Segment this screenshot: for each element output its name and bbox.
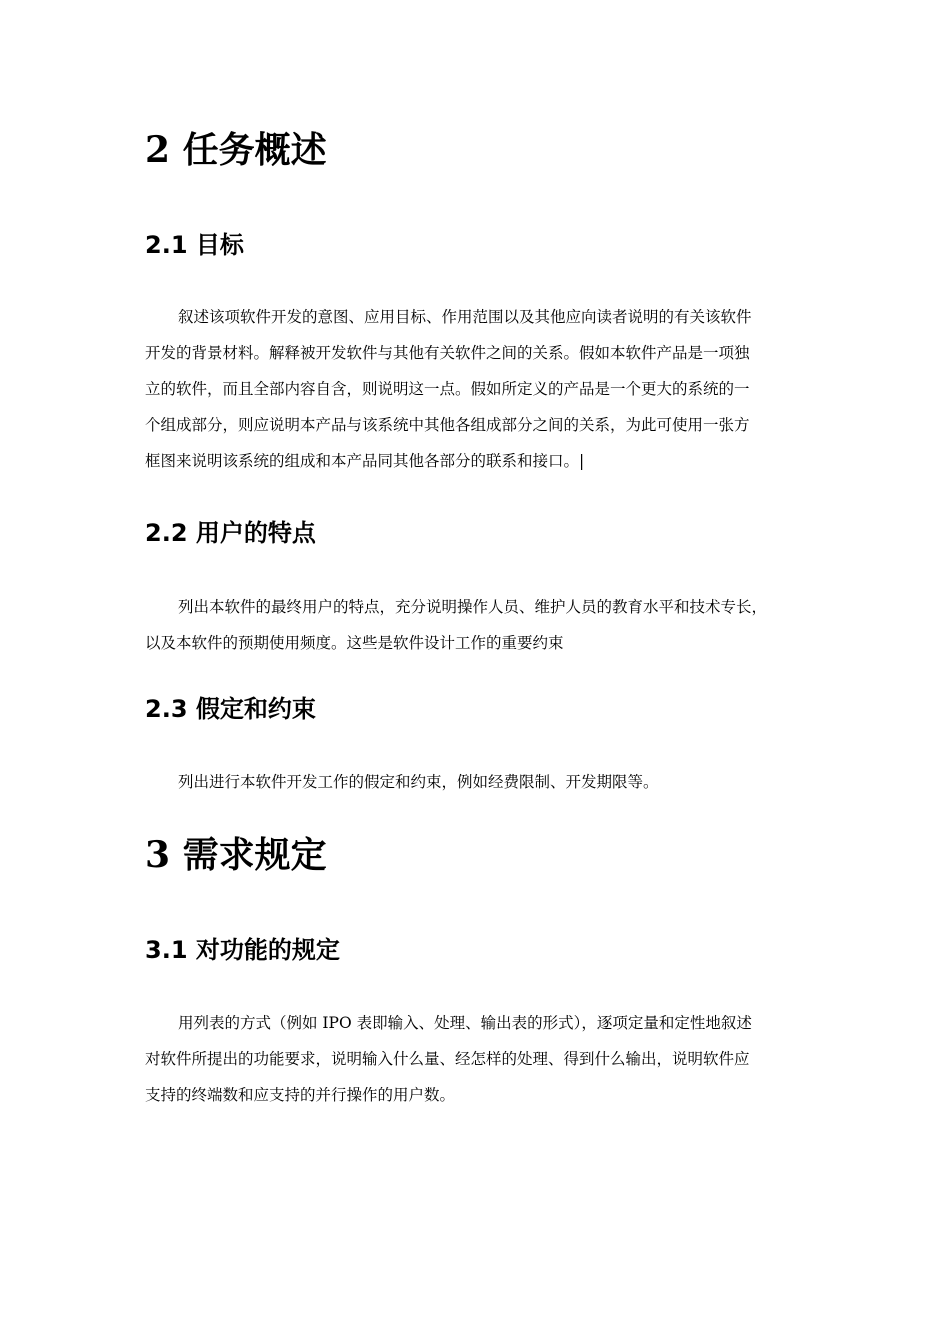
paragraph-line: 对软件所提出的功能要求，说明输入什么量、经怎样的处理、得到什么输出，说明软件应	[145, 1050, 750, 1068]
paragraph-line: 支持的终端数和应支持的并行操作的用户数。	[145, 1086, 456, 1104]
paragraph-2-1	[145, 299, 810, 479]
heading-2-1-goal: 2.1 目标	[145, 231, 244, 259]
heading-2-3-assumptions: 2.3 假定和约束	[145, 695, 316, 723]
paragraph-line: 列出本软件的最终用户的特点，充分说明操作人员、维护人员的教育水平和技术专长，	[178, 598, 768, 616]
paragraph-line: 用列表的方式（例如 IPO 表即输入、处理、输出表的形式），逐项定量和定性地叙述	[178, 1014, 752, 1032]
paragraph-line: 以及本软件的预期使用频度。这些是软件设计工作的重要约束	[145, 634, 564, 652]
paragraph-line: 开发的背景材料。解释被开发软件与其他有关软件之间的关系。假如本软件产品是一项独	[145, 344, 750, 362]
heading-2-task-overview: 2 任务概述	[145, 129, 327, 171]
paragraph-line: 立的软件，而且全部内容自含，则说明这一点。假如所定义的产品是一个更大的系统的一	[145, 380, 750, 398]
heading-2-2-user-characteristics: 2.2 用户的特点	[145, 519, 316, 547]
paragraph-2-2	[145, 589, 810, 661]
paragraph-3-1	[145, 1005, 810, 1113]
paragraph-line: 列出进行本软件开发工作的假定和约束，例如经费限制、开发期限等。	[178, 773, 659, 791]
heading-3-1-functions: 3.1 对功能的规定	[145, 936, 340, 964]
paragraph-2-3	[145, 764, 810, 800]
heading-3-requirements: 3 需求规定	[145, 834, 327, 876]
paragraph-line: 叙述该项软件开发的意图、应用目标、作用范围以及其他应向读者说明的有关该软件	[178, 308, 752, 326]
paragraph-line: 框图来说明该系统的组成和本产品同其他各部分的联系和接口。|	[145, 452, 585, 470]
paragraph-line: 个组成部分，则应说明本产品与该系统中其他各组成部分之间的关系，为此可使用一张方	[145, 416, 750, 434]
